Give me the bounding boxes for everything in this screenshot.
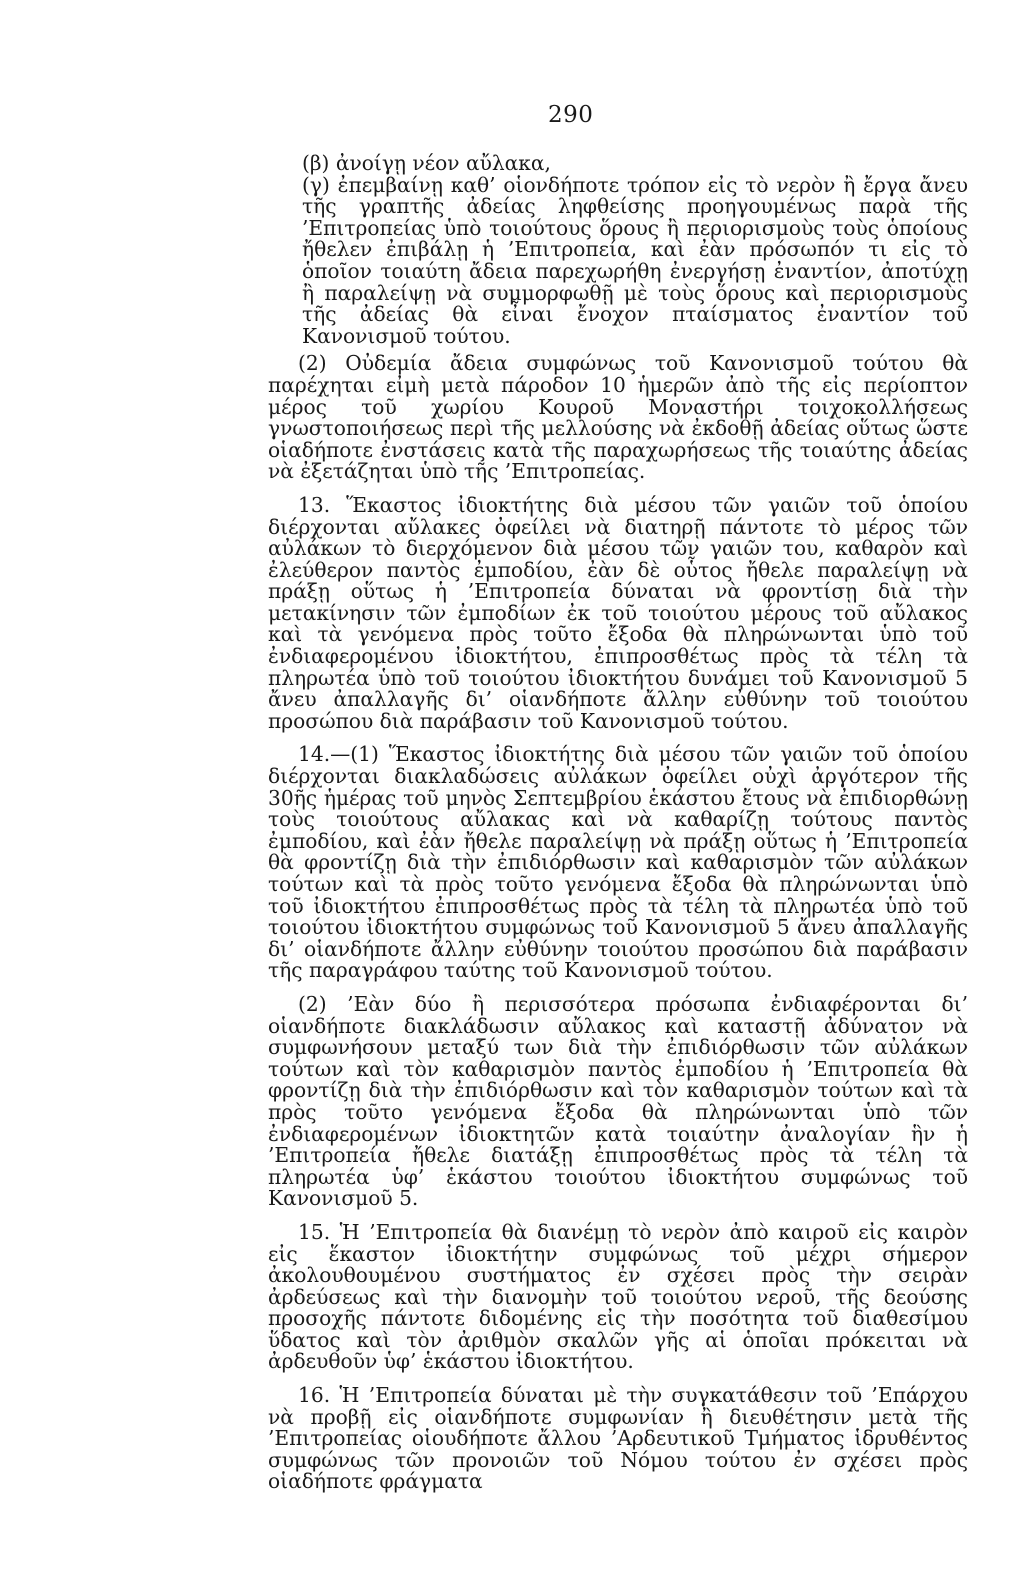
page-number: 290 <box>548 102 594 128</box>
clause-c: (γ) ἐπεμβαίνῃ καθ’ οἱονδήποτε τρόπον εἰς τὸ νερὸν ἢ ἔργα ἄνευ τῆς γραπτῆς ἀδείας ληφθείσης προηγουμένως παρὰ τῆς ’Επιτροπείας ὑπὸ τοιούτους ὅρους ἢ περιορισμοὺς τοὺς ὁποίους ἤθελεν ἐπιβάλῃ ἡ ’Επιτροπεία, καὶ ἐὰν πρόσωπόν τι εἰς τὸ ὁποῖον τοιαύτη ἄδεια παρεχωρήθη ἐνεργήσῃ ἐναντίον, ἀποτύχῃ ἢ παραλείψῃ νὰ συμμορφωθῇ μὲ τοὺς ὅρους καὶ περιορισμοὺς τῆς ἀδείας θὰ εἶναι ἔνοχον πταίσματος ἐναντίον τοῦ Κανονισμοῦ τούτου. <box>302 172 968 348</box>
section-13: 13. Ἕκαστος ἰδιοκτήτης διὰ μέσου τῶν γαιῶν τοῦ ὁποίου διέρχονται αὔλακες ὀφείλει νὰ διατηρῇ πάντοτε τὸ μέρος τῶν αὐλάκων τὸ διερχόμενον διὰ μέσου τῶν γαιῶν του, καθαρὸν καὶ ἐλεύθερον παντὸς ἐμποδίου, ἐὰν δὲ οὗτος ἤθελε παραλείψῃ νὰ πράξῃ οὕτως ἡ ’Επιτροπεία δύναται νὰ φροντίσῃ διὰ τὴν μετακίνησιν τῶν ἐμποδίων ἐκ τοῦ τοιούτου μέρους τοῦ αὔλακος καὶ τὰ γενόμενα πρὸς τοῦτο ἔξοδα θὰ πληρώνωνται ὑπὸ τοῦ ἐνδιαφερομένου ἰδιοκτήτου, ἐπιπροσθέτως πρὸς τὰ τέλη τὰ πληρωτέα ὑπὸ τοῦ τοιούτου ἰδιοκτήτου δυνάμει τοῦ Κανονισμοῦ 5 ἄνευ ἀπαλλαγῆς δι’ οἱανδήποτε ἄλλην εὐθύνην τοῦ τοιούτου προσώπου διὰ παράβασιν τοῦ Κανονισμοῦ τούτου. <box>268 492 968 733</box>
body-text <box>268 153 968 1493</box>
section-14-2: (2) ’Εὰν δύο ἢ περισσότερα πρόσωπα ἐνδιαφέρονται δι’ οἱανδήποτε διακλάδωσιν αὔλακος καὶ καταστῇ ἀδύνατον νὰ συμφωνήσουν μεταξύ των διὰ τὴν ἐπιδιόρθωσιν τῶν αὐλάκων τούτων καὶ τὸν καθαρισμὸν παντὸς ἐμποδίου ἡ ’Επιτροπεία θὰ φροντίζῃ διὰ τὴν ἐπιδιόρθωσιν καὶ τὸν καθαρισμὸν τούτων καὶ τὰ πρὸς τοῦτο γενόμενα ἔξοδα θὰ πληρώνωνται ὑπὸ τῶν ἐνδιαφερομένων ἰδιοκτητῶν κατὰ τοιαύτην ἀναλογίαν ἣν ἡ ’Επιτροπεία ἤθελε διατάξῃ ἐπιπροσθέτως πρὸς τὰ τέλη τὰ πληρωτέα ὑφ’ ἑκάστου τοιούτου ἰδιοκτήτου συμφώνως τοῦ Κανονισμοῦ 5. <box>268 991 968 1211</box>
subsection-12-2: (2) Οὐδεμία ἄδεια συμφώνως τοῦ Κανονισμοῦ τούτου θὰ παρέχηται εἰμὴ μετὰ πάροδον 10 ἡμερῶν ἀπὸ τῆς εἰς περίοπτον μέρος τοῦ χωρίου Κουροῦ Μοναστήρι τοιχοκολλήσεως γνωστοποιήσεως περὶ τῆς μελλούσης νὰ ἐκδοθῇ ἀδείας οὕτως ὥστε οἱαδήποτε ἐνστάσεις κατὰ τῆς παραχωρήσεως τῆς τοιαύτης ἀδείας νὰ ἐξετάζηται ὑπὸ τῆς ’Επιτροπείας. <box>268 351 968 484</box>
clause-b: (β) ἀνοίγῃ νέον αὔλακα, <box>302 151 551 175</box>
section-16: 16. Ἡ ’Επιτροπεία δύναται μὲ τὴν συγκατάθεσιν τοῦ ’Επάρχου νὰ προβῇ εἰς οἱανδήποτε συμφωνίαν ἢ διευθέτησιν μετὰ τῆς ’Επιτροπείας οἱουδήποτε ἄλλου ’Αρδευτικοῦ Τμήματος ἱδρυθέντος συμφώνως τῶν προνοιῶν τοῦ Νόμου τούτου ἐν σχέσει πρὸς οἱαδήποτε φράγματα <box>268 1383 968 1494</box>
section-15: 15. Ἡ ’Επιτροπεία θὰ διανέμῃ τὸ νερὸν ἀπὸ καιροῦ εἰς καιρὸν εἰς ἕκαστον ἰδιοκτήτην συμφώνως τοῦ μέχρι σήμερον ἀκολουθουμένου συστήματος ἐν σχέσει πρὸς τὴν σειρὰν ἀρδεύσεως καὶ τὴν διανομὴν τοῦ τοιούτου νεροῦ, τῆς δεούσης προσοχῆς πάντοτε διδομένης εἰς τὴν ποσότητα τοῦ διαθεσίμου ὕδατος καὶ τὸν ἀριθμὸν σκαλῶν γῆς αἱ ὁποῖαι πρόκειται νὰ ἀρδευθοῦν ὑφ’ ἑκάστου ἰδιοκτήτου. <box>268 1219 968 1374</box>
section-14-1: 14.—(1) Ἕκαστος ἰδιοκτήτης διὰ μέσου τῶν γαιῶν τοῦ ὁποίου διέρχονται διακλαδώσεις αὐλάκων ὀφείλει οὐχὶ ἀργότερον τῆς 30ῆς ἡμέρας τοῦ μηνὸς Σεπτεμβρίου ἑκάστου ἔτους νὰ ἐπιδιορθώνῃ τοὺς τοιούτους αὔλακας καὶ νὰ καθαρίζῃ τούτους παντὸς ἐμποδίου, καὶ ἐὰν ἤθελε παραλείψῃ νὰ πράξῃ οὕτως ἡ ’Επιτροπεία θὰ φροντίζῃ διὰ τὴν ἐπιδιόρθωσιν καὶ καθαρισμὸν τῶν αὐλάκων τούτων καὶ τὰ πρὸς τοῦτο γενόμενα ἔξοδα θὰ πληρώνωνται ὑπὸ τοῦ ἰδιοκτήτου ἐπιπροσθέτως πρὸς τὰ τέλη τὰ πληρωτέα ὑπὸ τοῦ τοιούτου ἰδιοκτήτου συμφώνως τοῦ Κανονισμοῦ 5 ἄνευ ἀπαλλαγῆς δι’ οἱανδήποτε ἄλλην εὐθύνην τοιούτου προσώπου διὰ παράβασιν τῆς παραγράφου ταύτης τοῦ Κανονισμοῦ τούτου. <box>268 742 968 983</box>
